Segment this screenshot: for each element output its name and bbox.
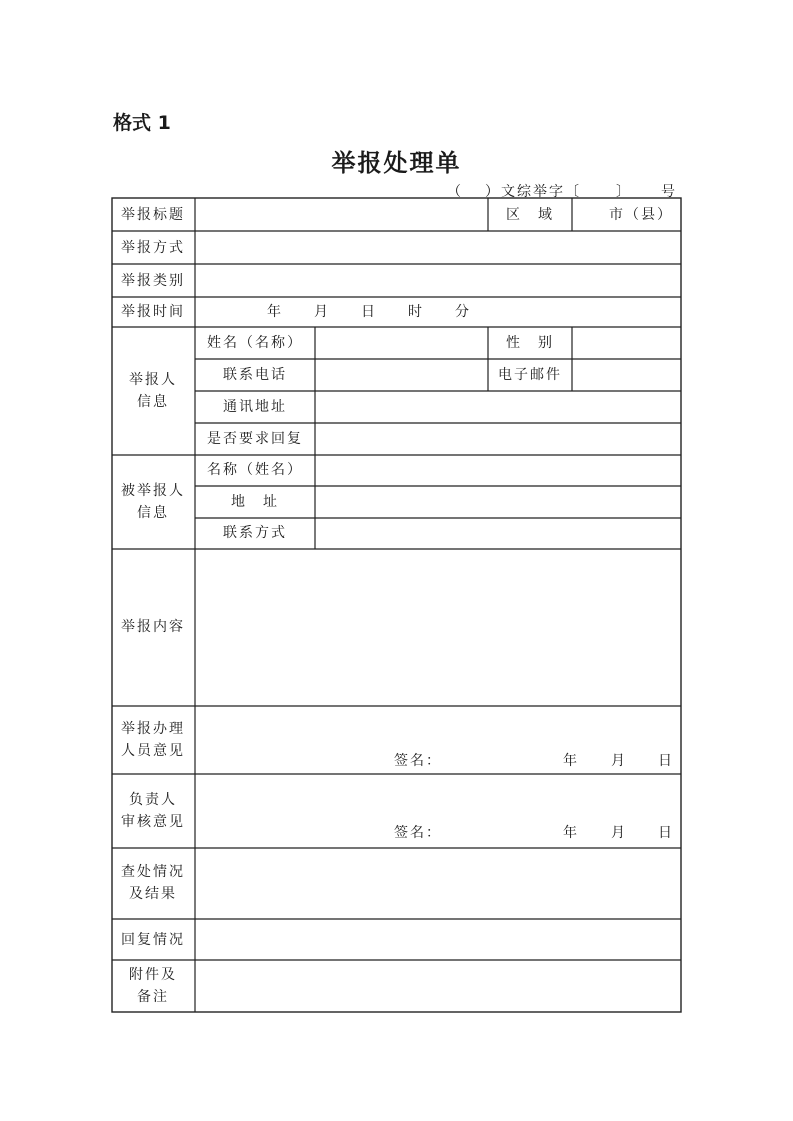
label-supervisor-line1: 负责人 [129,792,177,808]
time-day: 日 [361,304,377,320]
doc-number-bracket-close: 〕 [616,184,632,200]
label-investigation-line2: 及结果 [129,886,177,902]
doc-number-middle: 文综举字〔 [501,184,581,200]
label-phone: 联系电话 [223,367,287,383]
time-month: 月 [314,304,330,320]
label-attachment-line2: 备注 [137,989,169,1005]
label-reporter-info-line1: 举报人 [129,372,177,388]
supervisor-sign-day: 日 [658,825,674,841]
supervisor-sign-year: 年 [563,825,579,841]
supervisor-sign-month: 月 [611,825,627,841]
label-attachment-line1: 附件及 [129,967,177,983]
label-handler-opinion-line1: 举报办理 [121,721,185,737]
handler-sign-label: 签名： [394,753,442,769]
doc-number-paren-close: ） [485,184,501,200]
document-title: 举报处理单 [331,149,462,177]
handler-sign-year: 年 [563,753,579,769]
label-report-category: 举报类别 [121,273,185,289]
time-year: 年 [267,304,283,320]
doc-number-suffix: 号 [661,184,677,200]
handler-sign-day: 日 [658,753,674,769]
format-label: 格式 1 [113,112,171,134]
doc-number-paren-open: （ [447,184,463,200]
label-gender: 性 别 [506,335,554,351]
label-reported-name: 名称（姓名） [207,462,303,478]
label-handler-opinion-line2: 人员意见 [121,743,185,759]
label-report-content: 举报内容 [121,619,185,635]
label-city-county: 市（县） [609,207,673,223]
label-contact: 联系方式 [223,525,287,541]
label-reply-required: 是否要求回复 [207,431,303,447]
label-report-method: 举报方式 [121,240,185,256]
time-minute: 分 [455,304,471,320]
time-hour: 时 [408,304,424,320]
label-reporter-info-line2: 信息 [137,394,169,410]
supervisor-sign-label: 签名： [394,825,442,841]
form-border [112,198,681,1012]
label-email: 电子邮件 [498,367,562,383]
label-reported-info-line2: 信息 [137,505,169,521]
label-report-time: 举报时间 [121,304,185,320]
handler-sign-month: 月 [611,753,627,769]
label-report-title: 举报标题 [121,207,185,223]
label-address: 地 址 [231,494,279,510]
label-region: 区 域 [506,207,554,223]
label-mail-address: 通讯地址 [223,399,287,415]
label-supervisor-line2: 审核意见 [121,814,185,830]
label-investigation-line1: 查处情况 [121,864,185,880]
label-reply-status: 回复情况 [121,932,185,948]
label-name: 姓名（名称） [207,335,303,351]
label-reported-info-line1: 被举报人 [121,483,185,499]
